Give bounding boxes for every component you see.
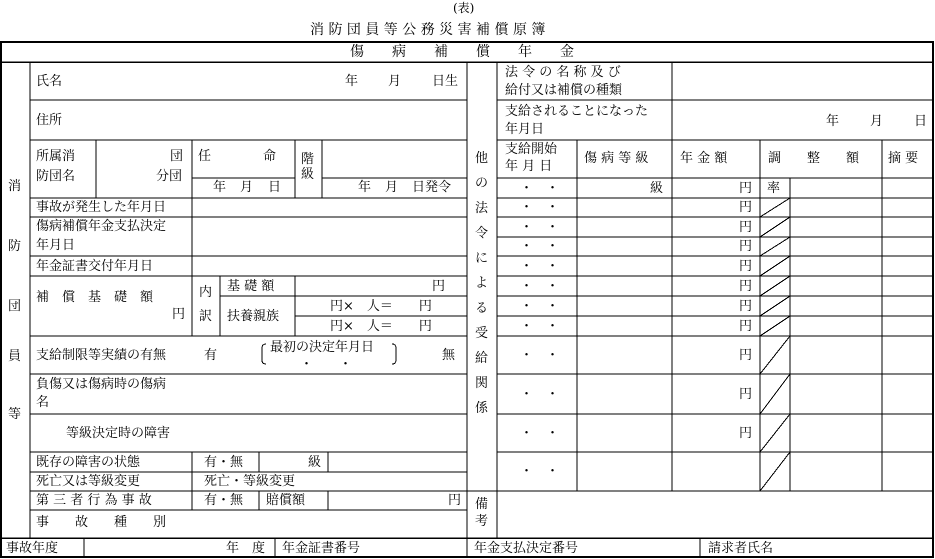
footer-fiscal-year: 年 度 bbox=[226, 541, 266, 556]
row-date-12: ・ ・ bbox=[520, 464, 560, 479]
limit-no: 無 bbox=[442, 348, 456, 363]
accident-kind-label: 事 故 種 別 bbox=[36, 515, 167, 530]
form-subtitle: 傷 病 補 償 年 金 bbox=[350, 44, 574, 60]
rate-label: 率 bbox=[767, 181, 781, 196]
existing-label: 既存の障害の状態 bbox=[36, 455, 141, 470]
dept-label-a1: 所属消 bbox=[36, 149, 76, 164]
rank-year: 年 bbox=[358, 180, 372, 195]
paid-label-2: 年月日 bbox=[505, 122, 545, 137]
row-date-11: ・ ・ bbox=[520, 426, 560, 441]
grade-disorder-label: 等級決定時の障害 bbox=[66, 426, 171, 441]
breakdown-label-2: 訳 bbox=[199, 309, 213, 324]
row-yen-4: 円 bbox=[739, 239, 753, 254]
rank-day: 日発令 bbox=[412, 180, 452, 195]
birth-year: 年 bbox=[345, 74, 359, 89]
limit-label: 支給制限等実績の有無 bbox=[36, 348, 167, 363]
mid-char-2: の bbox=[475, 176, 489, 191]
dept-label-a2: 防団名 bbox=[36, 169, 76, 184]
side-label-2: 防 bbox=[8, 239, 22, 254]
injury-label-2: 名 bbox=[36, 395, 50, 410]
law-label-1: 法 令 の 名 称 及 び bbox=[505, 65, 621, 80]
limit-first-date: 最初の決定年月日 bbox=[270, 340, 375, 355]
side-label-5: 等 bbox=[8, 407, 22, 422]
row-yen-3: 円 bbox=[739, 220, 753, 235]
name-label: 氏名 bbox=[36, 74, 63, 89]
dept-label-b2: 分団 bbox=[156, 169, 183, 184]
existing-grade: 級 bbox=[308, 455, 322, 470]
breakdown-label-1: 内 bbox=[199, 285, 213, 300]
base-amount-label: 補 償 基 礎 額 bbox=[36, 290, 154, 305]
base-amount-unit: 円 bbox=[172, 307, 186, 322]
third-party-label: 第 三 者 行 為 事 故 bbox=[36, 493, 152, 508]
kiso-label: 基 礎 額 bbox=[227, 279, 275, 294]
col-adjust: 調 整 額 bbox=[768, 151, 860, 166]
limit-date-dots: ・ ・ bbox=[300, 357, 353, 372]
row-date-9: ・ ・ bbox=[520, 348, 560, 363]
mid-char-11: 係 bbox=[475, 401, 489, 416]
mid-char-4: 令 bbox=[475, 226, 489, 241]
side-label-4: 員 bbox=[8, 349, 22, 364]
death-label: 死亡又は等級変更 bbox=[36, 474, 141, 489]
mid-char-7: る bbox=[475, 301, 489, 316]
footer-claimant: 請求者氏名 bbox=[708, 541, 774, 556]
cert-date-label: 年金証書交付年月日 bbox=[36, 259, 154, 274]
third-party-yes-no: 有・無 bbox=[204, 493, 244, 508]
dependents-line-1: 円× 人＝ 円 bbox=[330, 299, 432, 314]
appoint-day: 日 bbox=[268, 180, 282, 195]
compensation-label: 賠償額 bbox=[266, 493, 306, 508]
grade-unit: 級 bbox=[650, 181, 664, 196]
dependents-label: 扶養親族 bbox=[227, 309, 280, 324]
footer-accident-year: 事故年度 bbox=[6, 541, 59, 556]
row-yen-5: 円 bbox=[739, 259, 753, 274]
mid-char-8: 受 bbox=[475, 326, 489, 341]
mid-char-1: 他 bbox=[475, 151, 489, 166]
row-date-4: ・ ・ bbox=[520, 239, 560, 254]
remarks-char-2: 考 bbox=[475, 514, 489, 529]
appoint-label: 任 命 bbox=[198, 149, 277, 164]
mid-char-10: 関 bbox=[475, 376, 489, 391]
address-label: 住所 bbox=[36, 113, 63, 128]
row-date-10: ・ ・ bbox=[520, 387, 560, 402]
law-label-2: 給付又は補償の種類 bbox=[505, 83, 623, 98]
form-mark: (表) bbox=[453, 1, 475, 15]
limit-yes: 有 bbox=[204, 348, 218, 363]
row-yen-6: 円 bbox=[739, 279, 753, 294]
row-yen-8: 円 bbox=[739, 319, 753, 334]
dependents-line-2: 円× 人＝ 円 bbox=[330, 319, 432, 334]
mid-char-3: 法 bbox=[475, 201, 489, 216]
row-yen-1: 円 bbox=[739, 181, 753, 196]
row-date-3: ・ ・ bbox=[520, 220, 560, 235]
mid-char-5: に bbox=[475, 251, 489, 266]
row-date-7: ・ ・ bbox=[520, 299, 560, 314]
footer-pay-number: 年金支払決定番号 bbox=[474, 541, 579, 556]
compensation-unit: 円 bbox=[448, 493, 462, 508]
row-yen-10: 円 bbox=[739, 387, 753, 402]
col-start-1: 支給開始 bbox=[505, 142, 558, 157]
appoint-month: 月 bbox=[240, 180, 254, 195]
injury-label-1: 負傷又は傷病時の傷病 bbox=[36, 377, 167, 392]
paid-day: 日 bbox=[914, 114, 928, 129]
mid-char-9: 給 bbox=[475, 351, 489, 366]
row-yen-9: 円 bbox=[739, 348, 753, 363]
row-yen-11: 円 bbox=[739, 426, 753, 441]
col-start-2: 年 月 日 bbox=[505, 159, 553, 174]
row-date-1: ・ ・ bbox=[520, 181, 560, 196]
document-title: 消 防 団 員 等 公 務 災 害 補 償 原 簿 bbox=[310, 22, 546, 38]
side-label-1: 消 bbox=[8, 179, 22, 194]
row-date-8: ・ ・ bbox=[520, 319, 560, 334]
footer-cert-number: 年金証書番号 bbox=[282, 541, 361, 556]
row-date-6: ・ ・ bbox=[520, 279, 560, 294]
dept-label-b1: 団 bbox=[170, 149, 184, 164]
col-note: 摘 要 bbox=[888, 151, 919, 166]
col-amount: 年 金 額 bbox=[680, 151, 728, 166]
decision-label-1: 傷病補償年金支払決定 bbox=[36, 219, 167, 234]
death-option: 死亡・等級変更 bbox=[204, 474, 296, 489]
appoint-year: 年 bbox=[213, 180, 227, 195]
rank-label-1: 階 bbox=[301, 152, 315, 167]
birth-day: 日生 bbox=[432, 74, 459, 89]
col-grade: 傷 病 等 級 bbox=[584, 151, 649, 166]
rank-label-2: 級 bbox=[301, 167, 315, 182]
row-date-5: ・ ・ bbox=[520, 259, 560, 274]
row-yen-7: 円 bbox=[739, 299, 753, 314]
row-date-2: ・ ・ bbox=[520, 200, 560, 215]
decision-label-2: 年月日 bbox=[36, 238, 76, 253]
paid-label-1: 支給されることになった bbox=[505, 104, 649, 119]
rank-month: 月 bbox=[385, 180, 399, 195]
side-label-3: 団 bbox=[8, 299, 22, 314]
row-yen-2: 円 bbox=[739, 200, 753, 215]
paid-month: 月 bbox=[870, 114, 884, 129]
existing-yes-no: 有・無 bbox=[204, 455, 244, 470]
kiso-unit: 円 bbox=[432, 279, 446, 294]
paid-year: 年 bbox=[826, 114, 840, 129]
birth-month: 月 bbox=[388, 74, 402, 89]
remarks-char-1: 備 bbox=[475, 497, 489, 512]
accident-date-label: 事故が発生した年月日 bbox=[36, 200, 167, 215]
mid-char-6: よ bbox=[475, 276, 489, 291]
